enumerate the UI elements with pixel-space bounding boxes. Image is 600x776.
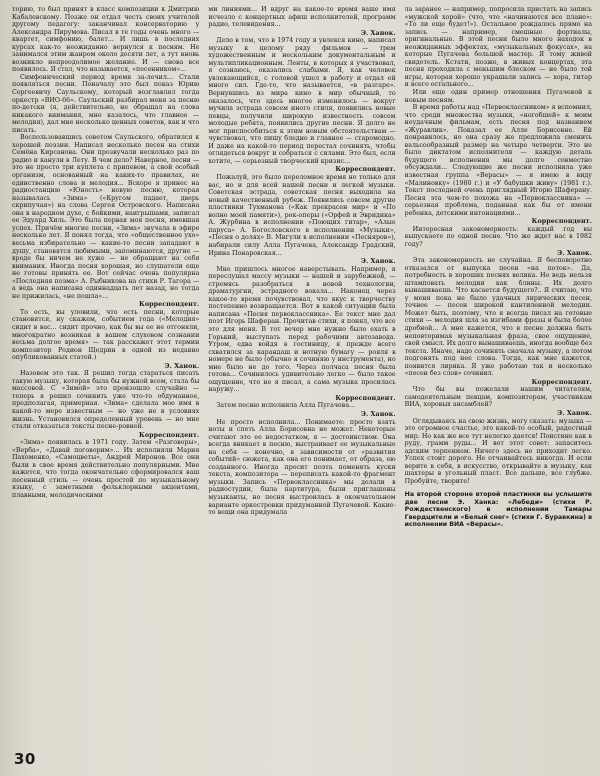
- speaker-label: Корреспондент.: [335, 166, 396, 174]
- article-paragraph: Не просто исполнила... Понимаете: просто взять ноты и спеть Алла Борисовна не может. Некоторые считают это ее недостатком, я — достоинством. Она всегда вникает в песню, выстраивает ее музыкальные на себя — конечно, в зависимости от «развития событий» сюжета, как она его понимает, от образа, ею созданного. Иногда просит поэта поменять куски текста, композитора — переписать какой-то фрагмент музыки. Запись «Первоклассника» мы делали в радиостудии, была партитура, были приглашены музыканты, но песня выстроилась в окончательном варианте оркестровки придуманной Пугачевой. Какие-то вещи она придумала: [208, 418, 396, 517]
- speaker-label: Э. Ханок.: [360, 29, 396, 37]
- article-paragraph: Интересная закономерность: каждый год вы выпускаете по одной песне. Что же ждет нас в 1982 году?: [404, 225, 592, 248]
- page-number: 30: [14, 750, 36, 768]
- article-paragraph: То есть, вы уловили, что есть песни, которые становятся, ну скажем, событием года («Мелодия» сидит в вас... сидит прочно, как бы вы ее не отгоняли, многократно возникая в вашем слуховом сознании весьма долгое время» — так расскажет этот термин композитор Родион Щедрин в одной из недавно опубликованных статей.): [12, 308, 200, 362]
- article-paragraph: Оглядываясь на свою жизнь, могу сказать: музыка — это огромное счастье, это какой-то особый, радостный мир. Но как же все тут нелегко дается! Поистине как в руду, грамм руды... И вот этот совет: запаситесь адским терпением. Ничего здесь не приходит легко. Успех стоит дорого. Не отчаивайтесь никогда. И если верите в себя, в искусство, открывайте в музыку, как шахтеры в угольный пласт. Все дальше, все глубже. Пробуйте, творите!: [404, 417, 592, 485]
- article-paragraph: Или еще один пример отношения Пугачевой к новым песням.: [404, 89, 592, 104]
- speaker-label: Э. Ханок.: [164, 362, 200, 370]
- column-middle: [208, 6, 395, 734]
- article-paragraph: Воспользовавшись советом Саульского, обратился к хорошей поэзии. Написал несколько песен на стихи Семёна Кирсанова. Они прозвучали несколько раз по радио и канули в Лету. В чем дело? Наверное, песни — это не просто три куплета с припевом, а свой особый организм, основанный на каких-то правилах, не единственно слова и мелодия... Вскоре я принес на радиостанцию «Юность» новую песню, которая называлась «Зима» («Кругом падает, дверь скрипучая») на слова Сергея Островского. Написана она в народном духе, с бойкими, наигрышами, записал ее Эдуард Хиль. Это была первая моя песня, имевшая успех. Причём многие песни, «Зима» звучала в эфире несколько лет. Я понял тогда, что «общественное ухо» весьма избирательно — какие-то песни западают в душу, становятся любимыми, запоминаются, другие — вроде бы ничем не хуже — не обращают на себя внимания. Иногда песня хорошая, но слушатели еще не готовы принять ее. Вот сейчас очень популярна «Последняя поэма» А. Рыбникова на стихи Р. Тагора — а ведь она написана одиннадцать лет назад, но тогда не прижилась, «не пошла»...: [12, 134, 200, 300]
- article-paragraph: Что бы вы пожелали нашим читателям, самодеятельным певцам, композиторам, участникам ВИА, хоровых ансамблей?: [404, 386, 592, 409]
- speaker-label: Корреспондент.: [531, 218, 592, 226]
- speaker-label: Э. Ханок.: [557, 249, 592, 257]
- record-caption: На второй стороне второй пластинки вы услышите две песни Э. Ханка: «Лебеди» (стихи Р. Рождественского) в исполнении Тамары Гвердцители и «Белый снег» (стихи Г. Буравкина) в исполнении ВИА «Верасы».: [404, 491, 592, 529]
- article-paragraph: Симфонический период время за-лечил... Стали появляться песни. Поначалу это был показ Юрию Сергеевичу Саульскому, который возглавлял тогда оркестр «ВИО-66». Саульский разбирал меня за песню по-детски (я, действительно, не обращал на слова никакого внимания, мне казалось, что главное — мелодия), дал мне несколько ценных советов, как и что писать.: [12, 73, 200, 134]
- article-paragraph: торию, то был принят в класс композиции к Дмитрию Кабалевскому. Позже он отдал честь своих учителей другому педагогу: заканчивал консерваторию у Александра Пирумова. Писал в те годы очень много — квартет, симфонию, балет... И лишь в последних курсах как-то неожиданно вернулся к песням. Не занимался этим жанром около десяти лет, а тут вновь возникло непреодолимое желание. И — снова все появилось. Я стал, что называется, «песенником»...: [12, 6, 200, 74]
- article-paragraph: Пожалуй, это было переломное время не только для вас, но и для всей нашей песни и легкой музыки. Советская эстрада, советская песня выходила на новый качественный рубеж. Появились совсем другие пластинки Тухманова («Как прекрасен мир» и «По волне моей памяти»), рок-оперы («Орфей и Эвридика» А. Журбина в исполнении «Поющих гитар», «Алые паруса» А. Богословского в исполнении «Музыки», «Песня о долях» В. Мигули в исполнении «Песняров»), набирали силу Алла Пугачева, Александр Градский, Ирина Понаровская...: [208, 174, 396, 257]
- speaker-label: Корреспондент.: [139, 301, 200, 309]
- article-paragraph: Дело в том, что в 1974 году я увлекся кино, написал музыку к целому ряду фильмов — трем художественным и нескольким документальным и мультипликационным. Ленты, в которых я участвовал, я сознаюсь, оказались слабыми. Я, как человек увлекающийся, с головой ушел в работу и отдал ей много сил. Где-то, что называется, «в разгаре». Вернувшись из мира кино в мир обычный, то оказалось, что здесь многое изменилось — вокруг мучила эстрада совсем иного стиля, появились новые певцы, получили широкую известность совсем молодые ребята, появились другие песни. Я долго не мог приспособиться к этим новым обстоятельствам — чувствовал, что пишу бледно и главное — старомодно. И даже на какой-то период перестал сочинять, чтобы оглядеться вокруг и собраться с силами. Это был, если хотите, — серьезный творческий кризис...: [208, 37, 396, 165]
- column-left: [12, 6, 199, 734]
- article-paragraph: В время работы над «Первоклассником» я вспомнил, что среди множества музыки, «ногобшей» к моим неудачным фильмам, есть песня под названием «Журавлик». Показал ее Алле Борисовне. Ей понравилось, но она сразу же предложила сменить вальсообразный размер на четыре четверти. Это не было диктатом исполнителя — каждую деталь будущего исполнения мы долго совместно обсуждали... Следующие же песни исполнила уже известная группа «Верасы» — я имею в виду «Малиновку» (1980 г.) и «У бабушки живу» (1981 г.). Текст последней очень приглядный Игорю Шаферану. Песня эта чем-то похожа на «Первоклассника» — серьезная проблема, поданная как бы от имени ребенка, детскими интонациями...: [404, 104, 592, 217]
- article-paragraph: «Зима» появилась в 1971 году. Затем «Разговоры», «Верба», «Давай поговорим»... Их исполняли Мария Пахоменко, «Самоцветы», Андрей Миронов. Все они были в свое время действительно популярными. Мне кажется, что тогда окончательно сформировался ваш песенный стиль — очень простой по музыкальному языку, с заметными фольклорными акцентами, плавными, мелодическими: [12, 439, 200, 499]
- speaker-label: Э. Ханок.: [360, 258, 396, 266]
- article-columns: [12, 6, 592, 734]
- article-paragraph: Затем песню исполнила Алла Пугачева...: [216, 402, 356, 410]
- article-paragraph: Эта закономерность не случайна. Я бесповоротно отказался от выпуска песен «на поток». Да, потребность в хороших песнях велика. Но ведь нельзя штамповать мелодии как блины. Их долго вынашиваешь. Что касается будущего?.. Я считаю, что у меня пока не было удачных лирических песен, точнее — песен широкой кантиленной мелодии. Может быть, поэтому, что я всегда писал на готовые стихи — мелодия шла за изгибами фразы и была более дробной... А мне кажется, что в песне должна быть неповторимая музыкальная фраза, свое ощущение, свой смысл. Их долго вынашиваешь, иногда вообще без текста. Иначе, надо сочинять сначала музыку, а потом подгонять под нее слова. Тогда, как мне кажется, появится лирика. Я уже работаю так и несколько «песен без слов» сочинил.: [404, 257, 592, 378]
- speaker-label: Корреспондент.: [139, 431, 200, 439]
- column-right: [405, 6, 592, 734]
- article-paragraph: Мне пришлось многое наверстывать. Например, я переслушал массу музыки — нашей и зарубежной, — стремясь разобраться в новой технологии, драматургии, эстрадного вокала... Наконец через какое-то время почувствовал, что вкус к творчеству постепенно возвращается. Вот в какой ситуации была написана «Песня первоклассника». Ее текст мне дал поэт Игорь Шаферан. Прочитав стихи, я понял, что все это для меня. В тот вечер мне нужно было ехать в Горький, выступать перед рабочими автозавода. Утром, едва войдя в гостиницу, я прежде всего схватился за карандаш и нотную бумагу — рояля в номере не было (обычно я сочиняю у инструмента), но мне было не до того. Через полчаса песня была готова... Сочинилось удивительно легко — было такое ощущение, что не я писал, а сама музыка просилась наружу...: [208, 265, 396, 394]
- speaker-label: Корреспондент.: [531, 378, 592, 386]
- article-paragraph: ла заранее — например, попросила пристать на запись «мужской хорой» (что, что «начинаются все плане»: «То ли еще будет!»). Остальное рождалось прямо на запись — например, смешные фортиалы, оригинальные. В этой песни было много находок в неожиданных эффектах, «музыкальных фокусах», на которые Пугачева большой мастер. Я тому живой свидетель. Кстати, позже, в живых концертах, эта песня проходила с меньшим блеском — не было той игры, которая хорошо украшали запись — хора, гитар и всего остального...: [404, 6, 592, 89]
- speaker-label: Э. Ханок.: [360, 410, 396, 418]
- article-paragraph: Назовем это так. Я решил тогда стараться писать такую музыку, которая была бы нужной всем, стала бы массовой. С «Зимой» это произошло случайно — теперь я решил сочинить уже что-то обдуманное, предполагая, примерная. «Зима» сделала мое имя в какой-то мере известным — но уже не в условиях жизнь. Установился определенный уровень — но мне стали отказаться тексты песне-ровней.: [12, 370, 200, 431]
- article-paragraph: ми линиями... И вдруг на какое-то время ваше имя исчезло с концертных афиш исполнителей, программ радио, телевидения...: [208, 6, 396, 29]
- speaker-label: Корреспондент.: [335, 394, 396, 402]
- speaker-label: Э. Ханок.: [557, 409, 592, 417]
